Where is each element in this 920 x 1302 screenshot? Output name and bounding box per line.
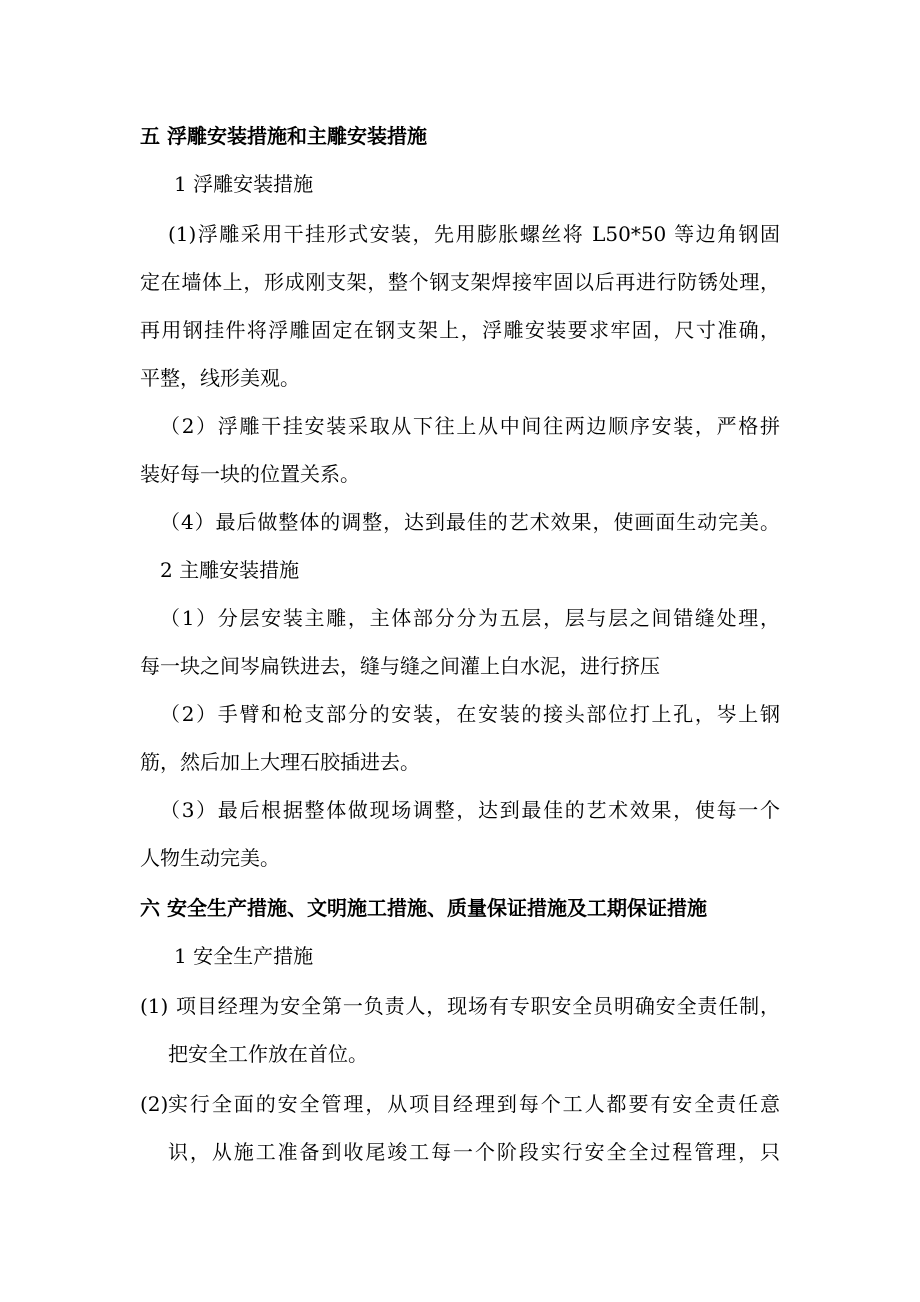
paragraph-line	[0, 594, 920, 642]
relief-item-2-line-2: 装好每一块的位置关系。	[140, 462, 360, 486]
relief-item-1-line-2: 定在墙体上，形成刚支架，整个钢支架焊接牢固以后再进行防锈处理，	[140, 270, 780, 294]
safety-item-2-marker: (2)	[140, 1092, 169, 1116]
paragraph-line	[0, 1030, 920, 1078]
paragraph-line	[0, 1080, 920, 1128]
safety-item-1-marker: (1)	[140, 994, 169, 1018]
relief-item-4-line-1: （4）最后做整体的调整，达到最佳的艺术效果，使画面生动完美。	[160, 510, 780, 534]
section-6-heading: 六 安全生产措施、文明施工措施、质量保证措施及工期保证措施	[140, 896, 707, 920]
subsection-title	[0, 160, 920, 208]
paragraph-line	[0, 738, 920, 786]
paragraph-line	[0, 498, 920, 546]
relief-item-2-line-1: （2）浮雕干挂安装采取从下往上从中间往两边顺序安装，严格拼	[160, 414, 780, 438]
paragraph-line	[0, 354, 920, 402]
subsection-1-title: 1 浮雕安装措施	[174, 172, 314, 196]
section-5-heading: 五 浮雕安装措施和主雕安装措施	[140, 124, 427, 148]
safety-item-2-line-2: 识，从施工准备到收尾竣工每一个阶段实行安全全过程管理，只	[168, 1140, 780, 1164]
paragraph-line	[0, 450, 920, 498]
paragraph-line	[0, 258, 920, 306]
paragraph-line	[0, 834, 920, 882]
paragraph-line	[0, 786, 920, 834]
relief-item-1-line-4: 平整，线形美观。	[140, 366, 300, 390]
paragraph-line	[0, 982, 920, 1030]
relief-item-1-line-3: 再用钢挂件将浮雕固定在钢支架上，浮雕安装要求牢固，尺寸准确，	[140, 318, 780, 342]
section-heading	[0, 112, 920, 160]
safety-item-1-line-1: 项目经理为安全第一负责人，现场有专职安全员明确安全责任制，	[176, 994, 780, 1018]
main-item-3-line-1: （3）最后根据整体做现场调整，达到最佳的艺术效果，使每一个	[160, 798, 780, 822]
paragraph-line	[0, 306, 920, 354]
subsection-title	[0, 932, 920, 980]
main-item-3-line-2: 人物生动完美。	[140, 846, 280, 870]
main-item-2-line-2: 筋，然后加上大理石胶插进去。	[140, 750, 420, 774]
paragraph-line	[0, 402, 920, 450]
paragraph-line	[0, 1128, 920, 1176]
section-heading	[0, 884, 920, 932]
subsection-title	[0, 546, 920, 594]
main-item-1-line-2: 每一块之间岑扁铁进去，缝与缝之间灌上白水泥，进行挤压	[140, 654, 660, 678]
paragraph-line	[0, 210, 920, 258]
paragraph-line	[0, 642, 920, 690]
main-item-2-line-1: （2）手臂和枪支部分的安装，在安装的接头部位打上孔，岑上钢	[160, 702, 780, 726]
safety-item-1-line-2: 把安全工作放在首位。	[168, 1042, 368, 1066]
paragraph-line	[0, 690, 920, 738]
subsection-2-title: 2 主雕安装措施	[160, 558, 300, 582]
safety-item-2-line-1: 实行全面的安全管理，从项目经理到每个工人都要有安全责任意	[168, 1092, 780, 1116]
main-item-1-line-1: （1）分层安装主雕，主体部分分为五层，层与层之间错缝处理，	[160, 606, 780, 630]
subsection-6-1-title: 1 安全生产措施	[174, 944, 314, 968]
relief-item-1-line-1: (1)浮雕采用干挂形式安装，先用膨胀螺丝将 L50*50 等边角钢固	[168, 222, 780, 246]
